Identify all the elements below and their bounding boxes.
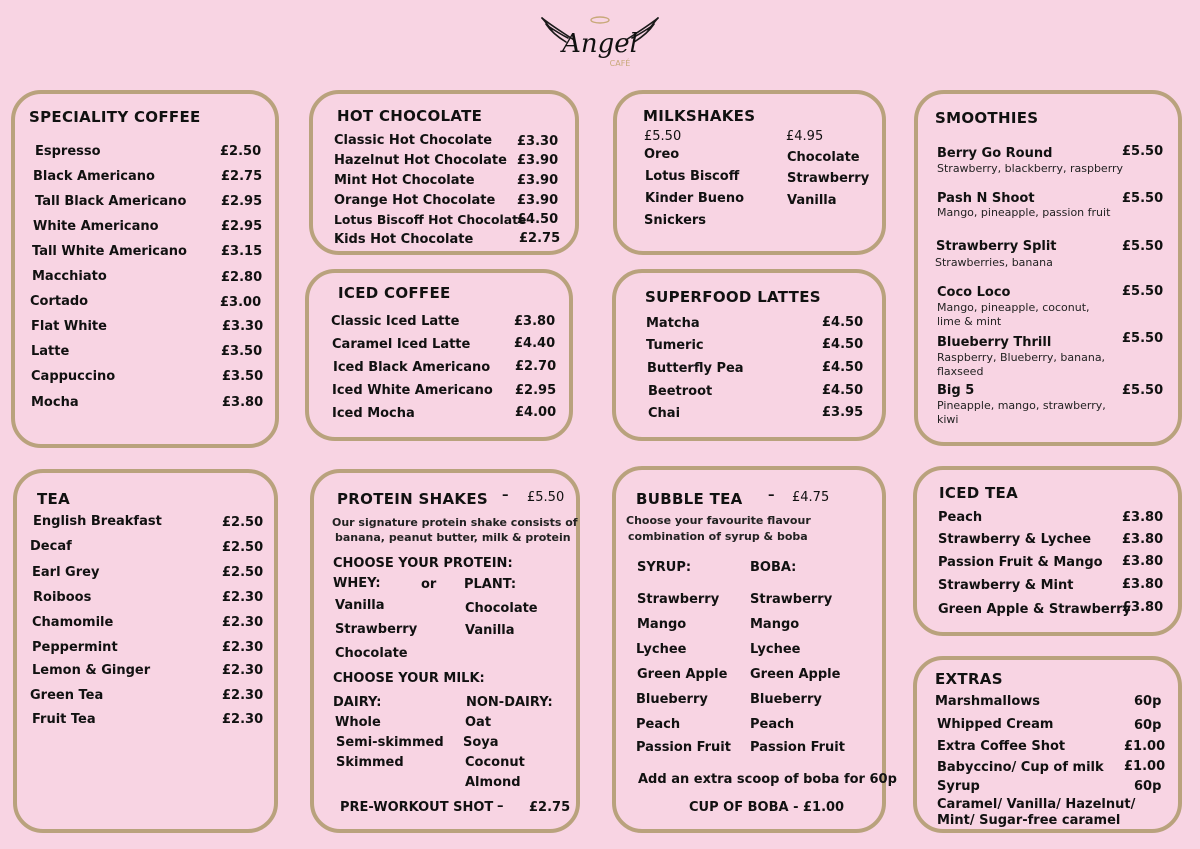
hot-chocolate-title: HOT CHOCOLATE <box>337 107 483 125</box>
menu-item-name: Green Tea <box>30 688 104 703</box>
menu-item-name: Kinder Bueno <box>645 191 745 206</box>
menu-item-price: £3.80 <box>222 395 264 410</box>
menu-item-price: £3.80 <box>1122 532 1164 547</box>
menu-item-name: Berry Go Round <box>937 146 1053 161</box>
menu-item-name: Coconut <box>465 755 525 770</box>
menu-item-price: 60p <box>1134 779 1162 794</box>
menu-item-price: £4.50 <box>822 383 864 398</box>
menu-item-price: £1.00 <box>1124 739 1166 754</box>
protein-shakes-price: £5.50 <box>527 490 565 505</box>
menu-item-name: Lemon & Ginger <box>32 663 151 678</box>
menu-item-name: Marshmallows <box>935 694 1041 709</box>
syrup-flavours-line1: Caramel/ Vanilla/ Hazelnut/ <box>937 797 1136 812</box>
menu-item-price: £1.00 <box>1124 759 1166 774</box>
menu-item-price: £3.50 <box>222 369 264 384</box>
menu-item-price: £5.50 <box>1122 239 1164 254</box>
menu-item-name: Mocha <box>31 395 79 410</box>
dairy-heading: DAIRY: <box>333 695 382 710</box>
menu-item-name: Roiboos <box>33 590 92 605</box>
bubble-tea-price: £4.75 <box>792 490 830 505</box>
menu-item-name: Coco Loco <box>937 285 1011 300</box>
menu-item-description: Raspberry, Blueberry, banana, flaxseed <box>937 351 1106 378</box>
protein-shakes-dash: – <box>502 488 509 503</box>
menu-item-price: £2.30 <box>222 712 264 727</box>
menu-item-price: £3.90 <box>517 153 559 168</box>
menu-item-name: Strawberry <box>750 592 833 607</box>
milkshakes-price-left: £5.50 <box>644 129 682 144</box>
boba-heading: BOBA: <box>750 560 797 575</box>
menu-item-name: Vanilla <box>335 598 385 613</box>
menu-item-price: £2.30 <box>222 663 264 678</box>
menu-item-name: Chocolate <box>787 150 860 165</box>
menu-item-name: Soya <box>463 735 499 750</box>
menu-item-name: Hazelnut Hot Chocolate <box>334 153 507 168</box>
menu-item-name: Chai <box>648 406 681 421</box>
menu-item-price: £2.30 <box>222 590 264 605</box>
menu-item-name: Chamomile <box>32 615 114 630</box>
menu-item-name: Almond <box>465 775 521 790</box>
menu-item-name: White Americano <box>33 219 159 234</box>
menu-item-price: £2.80 <box>221 270 263 285</box>
menu-item-price: £2.50 <box>222 515 264 530</box>
or-label: or <box>421 577 437 592</box>
choose-protein-heading: CHOOSE YOUR PROTEIN: <box>333 556 513 571</box>
menu-item-description: Strawberry, blackberry, raspberry <box>937 162 1124 175</box>
menu-item-price: £2.75 <box>519 231 561 246</box>
menu-item-name: Classic Hot Chocolate <box>334 133 493 148</box>
menu-item-name: Blueberry Thrill <box>937 335 1052 350</box>
menu-item-name: Matcha <box>646 316 700 331</box>
menu-item-name: Peppermint <box>32 640 118 655</box>
menu-item-name: Peach <box>750 717 795 732</box>
menu-item-name: Blueberry <box>636 692 708 707</box>
menu-item-name: Fruit Tea <box>32 712 96 727</box>
menu-item-name: Macchiato <box>32 269 107 284</box>
menu-item-name: Green Apple & Strawberry <box>938 602 1132 617</box>
menu-item-name: Babyccino/ Cup of milk <box>937 760 1104 775</box>
menu-item-name: Tall White Americano <box>32 244 187 259</box>
menu-item-name: Passion Fruit & Mango <box>938 555 1103 570</box>
menu-item-name: Beetroot <box>648 384 713 399</box>
plant-heading: PLANT: <box>464 577 517 592</box>
menu-item-price: £4.50 <box>822 360 864 375</box>
menu-item-price: £5.50 <box>1122 191 1164 206</box>
menu-item-price: £2.50 <box>222 565 264 580</box>
menu-item-name: Oreo <box>644 147 680 162</box>
menu-item-price: £4.50 <box>822 337 864 352</box>
menu-item-name: Flat White <box>31 319 107 334</box>
menu-item-price: £4.50 <box>517 212 559 227</box>
menu-item-name: Lychee <box>636 642 687 657</box>
menu-item-name: Whipped Cream <box>937 717 1054 732</box>
menu-item-name: Espresso <box>35 144 101 159</box>
choose-milk-heading: CHOOSE YOUR MILK: <box>333 671 485 686</box>
menu-item-price: £5.50 <box>1122 383 1164 398</box>
menu-item-description: Mango, pineapple, coconut, lime & mint <box>937 301 1090 328</box>
menu-item-name: Peach <box>938 510 983 525</box>
menu-item-name: Tumeric <box>646 338 704 353</box>
menu-item-name: Lotus Biscoff Hot Chocolate <box>334 212 527 227</box>
menu-item-price: £4.50 <box>822 315 864 330</box>
menu-item-price: £2.70 <box>515 359 557 374</box>
preworkout-dash: – <box>497 799 504 814</box>
protein-shakes-title: PROTEIN SHAKES <box>337 490 488 508</box>
menu-item-name: Cortado <box>30 294 89 309</box>
menu-item-price: £3.80 <box>514 314 556 329</box>
menu-item-name: Whole <box>335 715 381 730</box>
bubble-tea-title: BUBBLE TEA <box>636 490 743 508</box>
superfood-lattes-title: SUPERFOOD LATTES <box>645 288 821 306</box>
preworkout-price: £2.75 <box>529 800 571 815</box>
menu-item-name: Chocolate <box>465 601 538 616</box>
menu-item-price: £2.50 <box>222 540 264 555</box>
protein-shakes-desc-line2: banana, peanut butter, milk & protein <box>335 531 571 544</box>
smoothies-title: SMOOTHIES <box>935 109 1039 127</box>
menu-item-price: 60p <box>1134 718 1162 733</box>
menu-item-name: Vanilla <box>787 193 837 208</box>
menu-item-name: Iced Mocha <box>332 406 415 421</box>
menu-item-name: Black Americano <box>33 169 155 184</box>
milkshakes-title: MILKSHAKES <box>643 107 756 125</box>
menu-item-name: Butterfly Pea <box>647 361 744 376</box>
menu-item-price: £3.30 <box>222 319 264 334</box>
menu-item-name: English Breakfast <box>33 514 162 529</box>
menu-item-price: £2.95 <box>515 383 557 398</box>
tea-title: TEA <box>37 490 70 508</box>
whey-heading: WHEY: <box>333 576 381 591</box>
menu-item-name: Cappuccino <box>31 369 116 384</box>
menu-item-price: £3.80 <box>1122 600 1164 615</box>
menu-item-name: Strawberry Split <box>936 239 1057 254</box>
menu-item-price: £3.00 <box>220 295 262 310</box>
syrup-heading: SYRUP: <box>637 560 692 575</box>
menu-item-name: Big 5 <box>937 383 975 398</box>
cup-of-boba-note: CUP OF BOBA - £1.00 <box>689 800 845 815</box>
menu-item-name: Blueberry <box>750 692 822 707</box>
milkshakes-price-right: £4.95 <box>786 129 824 144</box>
menu-item-price: £3.15 <box>221 244 263 259</box>
speciality-coffee-title: SPECIALITY COFFEE <box>29 108 201 126</box>
menu-item-name: Strawberry <box>335 622 418 637</box>
menu-item-price: £3.90 <box>517 173 559 188</box>
extras-title: EXTRAS <box>935 670 1003 688</box>
menu-item-price: £5.50 <box>1122 144 1164 159</box>
menu-item-name: Lotus Biscoff <box>645 169 740 184</box>
menu-item-name: Green Apple <box>637 667 728 682</box>
brand-tag: CAFÉ <box>609 59 631 68</box>
menu-item-name: Skimmed <box>336 755 404 770</box>
menu-item-name: Passion Fruit <box>636 740 731 755</box>
menu-item-price: £2.30 <box>222 615 264 630</box>
iced-tea-title: ICED TEA <box>939 484 1018 502</box>
menu-item-name: Chocolate <box>335 646 408 661</box>
menu-item-name: Semi-skimmed <box>336 735 444 750</box>
menu-item-price: £2.95 <box>221 219 263 234</box>
menu-item-name: Strawberry & Mint <box>938 578 1074 593</box>
iced-coffee-title: ICED COFFEE <box>338 284 451 302</box>
menu-item-name: Mango <box>750 617 800 632</box>
bubble-tea-desc-line2: combination of syrup & boba <box>628 530 808 543</box>
menu-item-name: Syrup <box>937 779 980 794</box>
menu-item-name: Classic Iced Latte <box>331 314 460 329</box>
menu-item-name: Earl Grey <box>32 565 100 580</box>
menu-item-name: Extra Coffee Shot <box>937 739 1066 754</box>
brand-name: Angel <box>562 29 638 59</box>
menu-item-price: £4.00 <box>515 405 557 420</box>
menu-item-price: £3.80 <box>1122 554 1164 569</box>
menu-item-name: Vanilla <box>465 623 515 638</box>
menu-item-name: Tall Black Americano <box>35 194 187 209</box>
bubble-tea-desc-line1: Choose your favourite flavour <box>626 514 811 527</box>
menu-item-price: 60p <box>1134 694 1162 709</box>
menu-item-name: Strawberry <box>787 171 870 186</box>
menu-item-price: £3.80 <box>1122 577 1164 592</box>
menu-item-description: Strawberries, banana <box>935 256 1053 269</box>
menu-item-price: £2.30 <box>222 640 264 655</box>
angel-cafe-logo <box>538 10 662 72</box>
menu-item-price: £2.75 <box>221 169 263 184</box>
menu-item-price: £2.95 <box>221 194 263 209</box>
nondairy-heading: NON-DAIRY: <box>466 695 553 710</box>
menu-item-name: Pash N Shoot <box>937 191 1035 206</box>
menu-item-name: Passion Fruit <box>750 740 845 755</box>
extra-boba-note: Add an extra scoop of boba for 60p <box>638 772 897 787</box>
protein-shakes-desc-line1: Our signature protein shake consists of <box>332 516 578 529</box>
menu-item-name: Kids Hot Chocolate <box>334 232 474 247</box>
menu-item-price: £3.90 <box>517 193 559 208</box>
menu-item-description: Mango, pineapple, passion fruit <box>937 206 1111 219</box>
menu-item-name: Strawberry & Lychee <box>938 532 1092 547</box>
menu-item-description: Pineapple, mango, strawberry, kiwi <box>937 399 1106 426</box>
bubble-tea-dash: – <box>768 488 775 503</box>
menu-item-name: Orange Hot Chocolate <box>334 193 496 208</box>
preworkout-label: PRE-WORKOUT SHOT <box>340 800 494 815</box>
menu-item-price: £2.30 <box>222 688 264 703</box>
menu-item-name: Latte <box>31 344 70 359</box>
menu-item-price: £5.50 <box>1122 331 1164 346</box>
menu-item-name: Mango <box>637 617 687 632</box>
menu-item-name: Snickers <box>644 213 707 228</box>
menu-item-name: Iced Black Americano <box>333 360 491 375</box>
menu-item-price: £5.50 <box>1122 284 1164 299</box>
menu-item-name: Peach <box>636 717 681 732</box>
menu-item-price: £3.80 <box>1122 510 1164 525</box>
menu-item-price: £3.95 <box>822 405 864 420</box>
menu-item-name: Oat <box>465 715 492 730</box>
menu-item-name: Decaf <box>30 539 72 554</box>
menu-item-name: Caramel Iced Latte <box>332 337 471 352</box>
menu-item-price: £3.30 <box>517 134 559 149</box>
menu-item-name: Green Apple <box>750 667 841 682</box>
menu-item-price: £2.50 <box>220 144 262 159</box>
menu-item-name: Strawberry <box>637 592 720 607</box>
menu-item-name: Mint Hot Chocolate <box>334 173 475 188</box>
menu-item-name: Iced White Americano <box>332 383 493 398</box>
menu-item-name: Lychee <box>750 642 801 657</box>
menu-item-price: £3.50 <box>221 344 263 359</box>
syrup-flavours-line2: Mint/ Sugar-free caramel <box>937 813 1121 828</box>
menu-item-price: £4.40 <box>514 336 556 351</box>
